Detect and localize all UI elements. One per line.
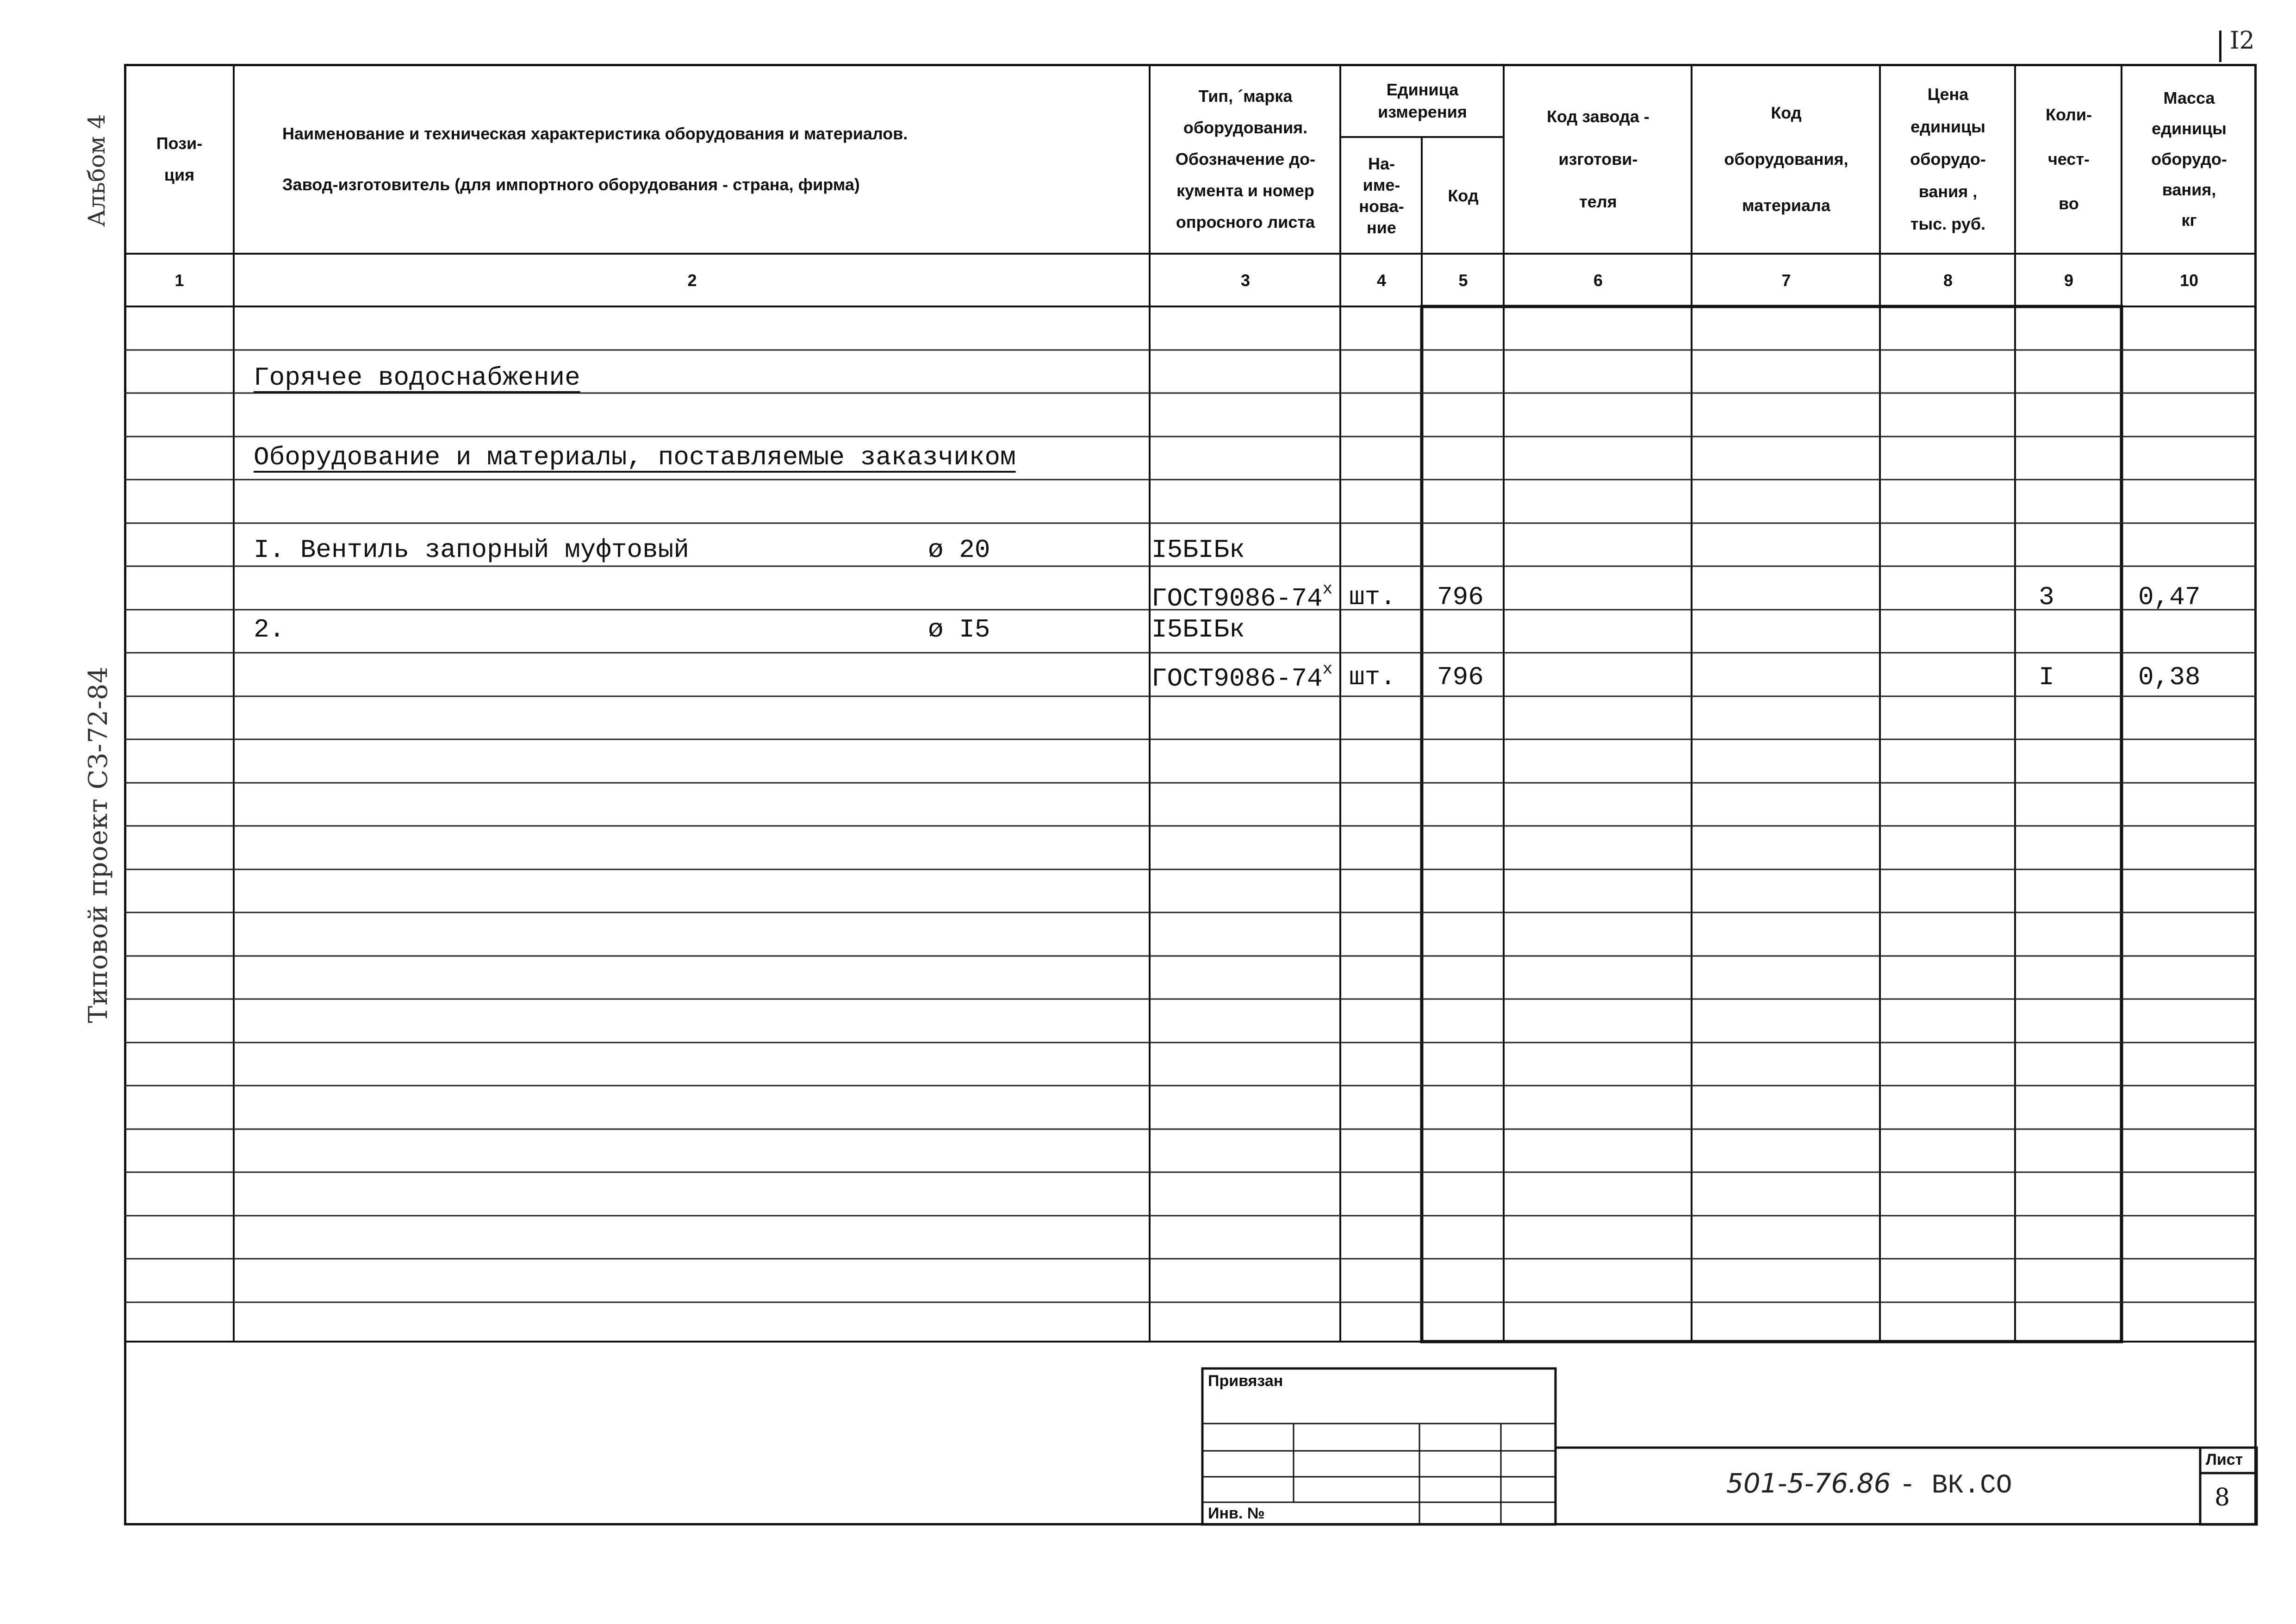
column-number-10: 10: [2179, 271, 2199, 290]
document-id-suffix: - ВК.СО: [1899, 1471, 2012, 1501]
item-2-mass: 0,38: [2138, 662, 2201, 692]
stamp-inventory-label: Инв. №: [1208, 1505, 1265, 1522]
column-number-2: 2: [687, 271, 697, 290]
sheet-label: Лист: [2206, 1451, 2243, 1468]
header-equipment-code: Код оборудования, материала: [1724, 103, 1848, 215]
column-number-1: 1: [174, 271, 184, 290]
item-2-document-sup: х: [1322, 660, 1333, 679]
column-number-4: 4: [1376, 271, 1387, 290]
item-1-document-text: ГОСТ9086-74: [1151, 584, 1323, 613]
column-number-6: 6: [1593, 271, 1603, 290]
project-label: Типовой проект СЗ-72-84: [83, 666, 113, 1023]
stamp-bound-label: Привязан: [1208, 1372, 1283, 1390]
header-price: Цена единицы оборудо- вания , тыс. руб.: [1910, 85, 1986, 233]
item-2-unit-name: шт.: [1349, 662, 1396, 692]
item-2-type: I5БIБк: [1151, 615, 1245, 644]
column-number-5: 5: [1458, 271, 1468, 290]
header-unit-code: Код: [1448, 186, 1479, 205]
header-unit-group: Единица измерения: [1378, 80, 1467, 121]
item-2-document-text: ГОСТ9086-74: [1151, 664, 1323, 693]
column-number-9: 9: [2064, 271, 2074, 290]
item-1-mass: 0,47: [2138, 582, 2201, 612]
page-number: I2: [2230, 27, 2255, 55]
document-id: [1726, 1468, 2012, 1501]
item-1-diameter: ø 20: [928, 535, 990, 565]
sheet-number: 8: [2215, 1484, 2230, 1512]
item-1-document: [1151, 581, 1332, 612]
item-1-type: I5БIБк: [1151, 535, 1245, 565]
item-1-unit-name: шт.: [1349, 582, 1396, 612]
item-2-unit-code: 796: [1437, 662, 1484, 692]
header-position: Пози- ция: [156, 134, 203, 184]
item-2-name: 2.: [254, 615, 285, 644]
item-1-unit-code: 796: [1437, 582, 1484, 612]
item-2-document: [1151, 661, 1332, 692]
item-1-document-sup: х: [1322, 580, 1333, 599]
header-name: Наименование и техническая характеристика оборудования и материалов. Завод-изготовитель (для импортного оборудования - страна, фирма): [282, 124, 908, 194]
item-1-quantity: 3: [2039, 582, 2054, 612]
header-type: Тип, ´марка оборудования. Обозначение до- кумента и номер опросного листа: [1175, 87, 1316, 231]
header-manufacturer-code: Код завода - изготови- теля: [1547, 107, 1649, 211]
item-2-quantity: I: [2039, 662, 2054, 692]
column-number-7: 7: [1781, 271, 1791, 290]
header-mass: Масса единицы оборудо- вания, кг: [2151, 88, 2227, 230]
column-number-3: 3: [1240, 271, 1251, 290]
item-2-diameter: ø I5: [928, 615, 990, 644]
column-number-8: 8: [1943, 271, 1953, 290]
subsection-title: Оборудование и материалы, поставляемые заказчиком: [254, 443, 1016, 472]
header-unit-name: На- име- нова- ние: [1359, 154, 1404, 237]
section-title: Горячее водоснабжение: [254, 363, 580, 393]
document-id-number: 501-5-76.86: [1726, 1468, 1891, 1499]
album-label: Альбом 4: [83, 114, 110, 227]
item-1-name: I. Вентиль запорный муфтовый: [254, 535, 689, 565]
header-quantity: Коли- чест- во: [2045, 105, 2092, 213]
